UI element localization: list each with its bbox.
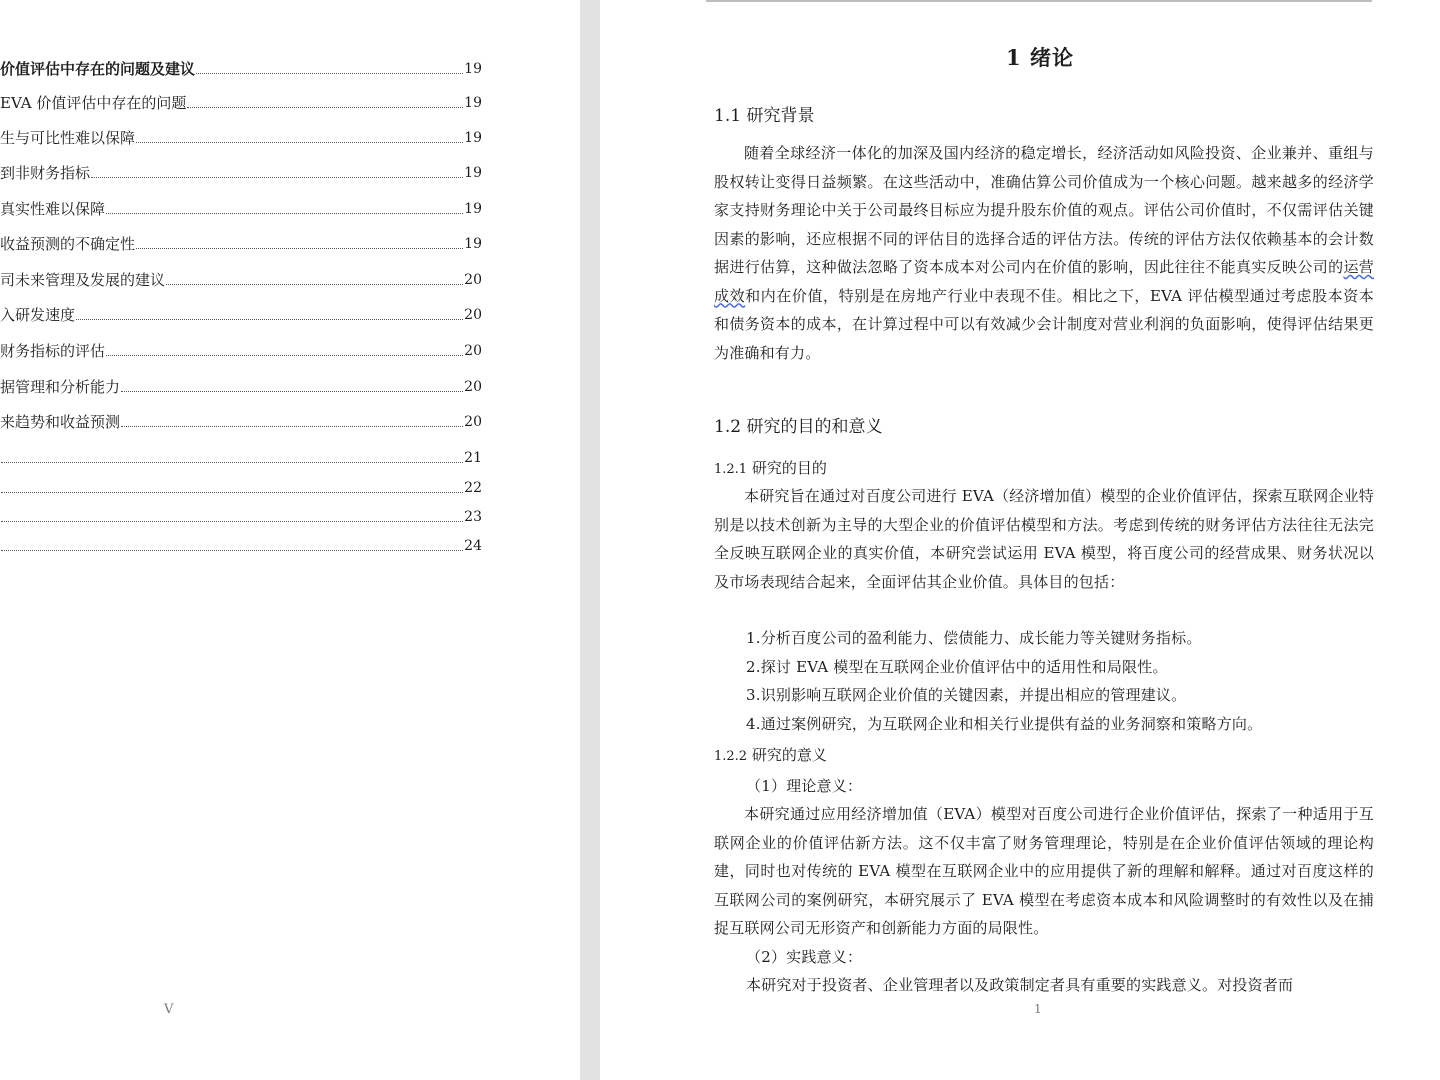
- page-number: V: [164, 1002, 174, 1017]
- toc-entry[interactable]: [0, 57, 482, 79]
- toc-dot-leader: [106, 355, 463, 356]
- toc-entry[interactable]: [0, 505, 482, 527]
- toc-entry-title: 财务指标的评估: [0, 342, 106, 360]
- toc-entry-title: 司未来管理及发展的建议: [0, 271, 166, 289]
- toc-entry-page: 22: [464, 480, 482, 496]
- subsection-heading-1-2-2: 1.2.2 研究的意义: [714, 746, 827, 764]
- toc-entry-page: 21: [464, 450, 482, 466]
- list-item: 1.分析百度公司的盈利能力、偿债能力、成长能力等关键财务指标。: [746, 629, 1202, 647]
- toc-entry[interactable]: [0, 126, 482, 148]
- document-page-toc: [0, 0, 580, 1080]
- toc-entry-page: 23: [464, 509, 482, 525]
- toc-dot-leader: [121, 391, 463, 392]
- toc-entry-title: 真实性难以保障: [0, 200, 106, 218]
- toc-entry[interactable]: [0, 410, 482, 432]
- toc-entry-page: 19: [464, 130, 482, 146]
- toc-entry[interactable]: [0, 534, 482, 556]
- toc-entry-page: 19: [464, 165, 482, 181]
- toc-dot-leader: [166, 284, 463, 285]
- toc-dot-leader: [106, 213, 463, 214]
- toc-entry-page: 19: [464, 61, 482, 77]
- toc-dot-leader: [1, 521, 463, 522]
- section-heading-1-2: 1.2 研究的目的和意义: [714, 417, 883, 437]
- toc-dot-leader: [1, 492, 463, 493]
- page-gap: [580, 0, 600, 1080]
- toc-entry-title: 价值评估中存在的问题及建议: [0, 60, 196, 78]
- toc-dot-leader: [1, 550, 463, 551]
- subsection-heading-1-2-1: 1.2.1 研究的目的: [714, 459, 827, 477]
- toc-entry-title: 到非财务指标: [0, 164, 91, 182]
- toc-dot-leader: [121, 426, 463, 427]
- toc-dot-leader: [136, 142, 463, 143]
- toc-entry[interactable]: [0, 476, 482, 498]
- toc-dot-leader: [187, 107, 463, 108]
- toc-entry-page: 20: [464, 307, 482, 323]
- spellcheck-underline: 运营成效: [714, 258, 1374, 305]
- toc-entry-page: 20: [464, 379, 482, 395]
- theory-label: （1）理论意义：: [746, 777, 863, 795]
- toc-entry-page: 20: [464, 272, 482, 288]
- toc-entry[interactable]: [0, 375, 482, 397]
- toc-entry-title: 据管理和分析能力: [0, 378, 121, 396]
- paragraph-practice: 本研究对于投资者、企业管理者以及政策制定者具有重要的实践意义。对投资者而: [746, 976, 1294, 994]
- toc-entry-title: 收益预测的不确定性: [0, 235, 136, 253]
- toc-entry[interactable]: [0, 232, 482, 254]
- toc-entry-title: EVA 价值评估中存在的问题: [0, 94, 187, 112]
- chapter-title: 1 绪论: [1006, 45, 1074, 70]
- toc-entry-page: 19: [464, 236, 482, 252]
- toc-entry[interactable]: [0, 303, 482, 325]
- toc-dot-leader: [136, 248, 463, 249]
- toc-entry-title: 来趋势和收益预测: [0, 413, 121, 431]
- section-heading-1-1: 1.1 研究背景: [714, 106, 815, 126]
- list-item: 4.通过案例研究，为互联网企业和相关行业提供有益的业务洞察和策略方向。: [746, 715, 1263, 733]
- practice-label: （2）实践意义：: [746, 948, 863, 966]
- toc-dot-leader: [196, 73, 463, 74]
- toc-entry[interactable]: [0, 268, 482, 290]
- toc-entry-page: 24: [464, 538, 482, 554]
- toc-entry-page: 19: [464, 95, 482, 111]
- document-page-body: [600, 0, 1440, 1080]
- paragraph-purpose: 本研究旨在通过对百度公司进行 EVA（经济增加值）模型的企业价值评估，探索互联网企业特别是以技术创新为主导的大型企业的价值评估模型和方法。考虑到传统的财务评估方法往往无法完全反映互联网企业的真实价值，本研究尝试运用 EVA 模型，将百度公司的经营成果、财务状况以及市场表现结合起来，全面评估其企业价值。具体目的包括：: [714, 487, 1374, 591]
- page-top-edge: [706, 0, 1372, 2]
- toc-entry[interactable]: [0, 197, 482, 219]
- toc-entry[interactable]: [0, 446, 482, 468]
- list-item: 2.探讨 EVA 模型在互联网企业价值评估中的适用性和局限性。: [746, 658, 1168, 676]
- toc-dot-leader: [76, 319, 463, 320]
- toc-entry-page: 20: [464, 414, 482, 430]
- list-item: 3.识别影响互联网企业价值的关键因素，并提出相应的管理建议。: [746, 686, 1187, 704]
- paragraph-background: 随着全球经济一体化的加深及国内经济的稳定增长，经济活动如风险投资、企业兼并、重组与股权转让变得日益频繁。在这些活动中，准确估算公司价值成为一个核心问题。越来越多的经济学家支持财务理论中关于公司最终目标应为提升股东价值的观点。评估公司价值时，不仅需评估关键因素的影响，还应根据不同的评估目的选择合适的评估方法。传统的评估方法仅依赖基本的会计数据进行估算，这种做法忽略了资本成本对公司内在价值的影响，因此往往不能真实反映公司的运营成效和内在价值，特别是在房地产行业中表现不佳。相比之下，EVA 评估模型通过考虑股本资本和债务资本的成本，在计算过程中可以有效减少会计制度对营业利润的负面影响，使得评估结果更为准确和有力。: [714, 144, 1374, 362]
- toc-dot-leader: [1, 462, 463, 463]
- page-number: 1: [1034, 1002, 1042, 1016]
- toc-entry-title: 生与可比性难以保障: [0, 129, 136, 147]
- paragraph-theory: 本研究通过应用经济增加值（EVA）模型对百度公司进行企业价值评估，探索了一种适用于互联网企业的价值评估新方法。这不仅丰富了财务管理理论，特别是在企业价值评估领域的理论构建，同时也对传统的 EVA 模型在互联网企业中的应用提供了新的理解和解释。通过对百度这样的互联网公司的案例研究，本研究展示了 EVA 模型在考虑资本成本和风险调整时的有效性以及在捕捉互联网公司无形资产和创新能力方面的局限性。: [714, 805, 1374, 937]
- toc-dot-leader: [91, 177, 463, 178]
- toc-entry[interactable]: [0, 91, 482, 113]
- toc-entry-title: 入研发速度: [0, 306, 76, 324]
- toc-entry[interactable]: [0, 161, 482, 183]
- toc-entry[interactable]: [0, 339, 482, 361]
- toc-entry-page: 19: [464, 201, 482, 217]
- toc-entry-page: 20: [464, 343, 482, 359]
